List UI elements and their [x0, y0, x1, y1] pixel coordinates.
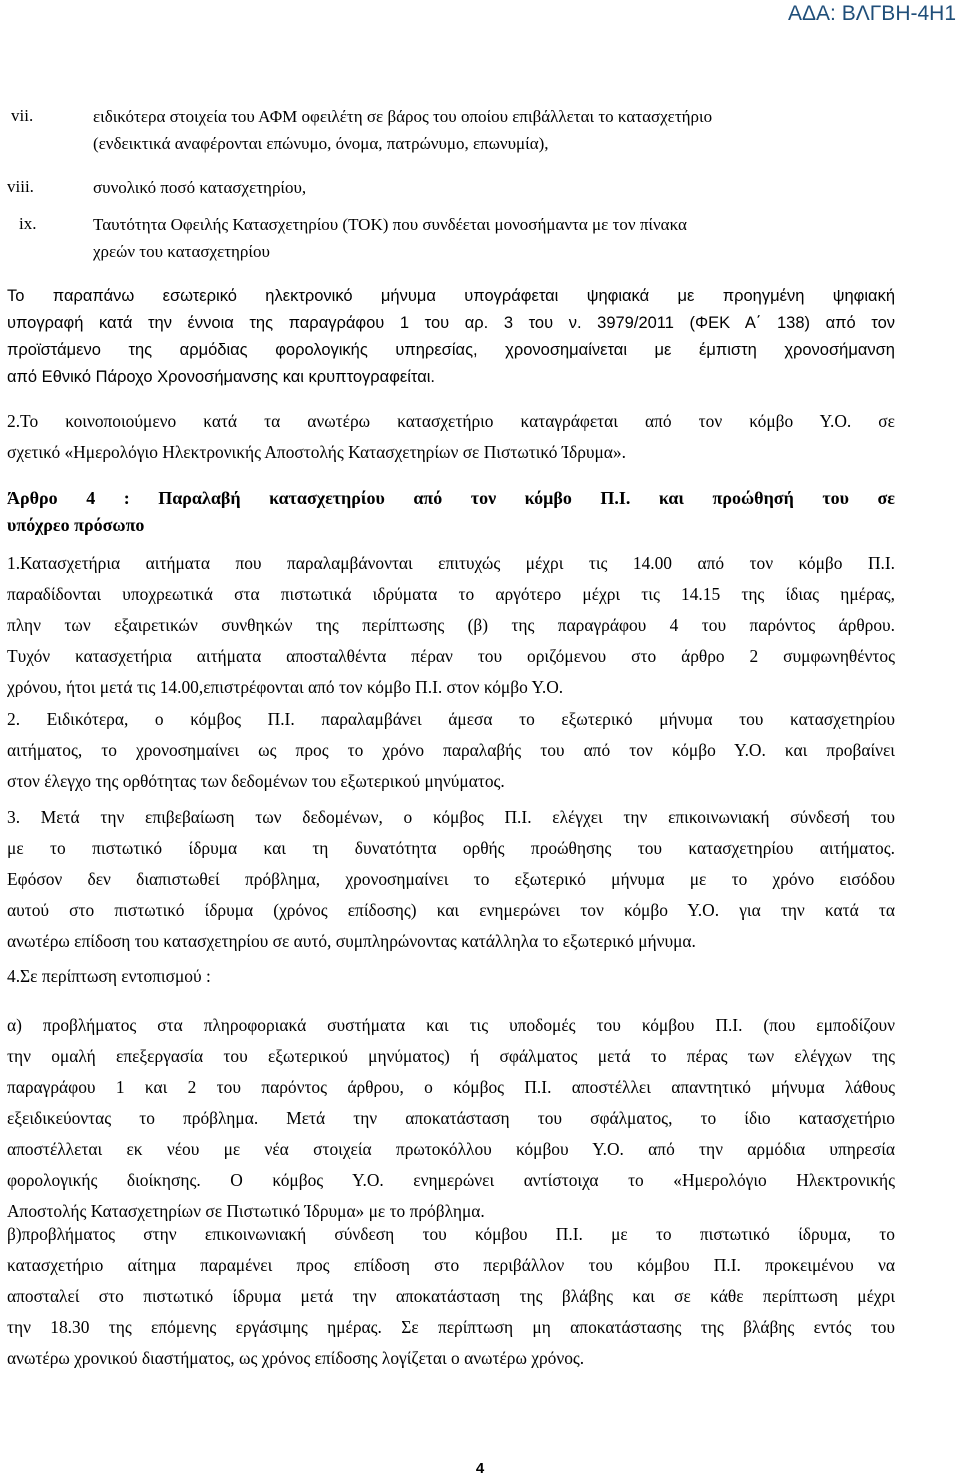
text-line: 2. Ειδικότερα, ο κόμβος Π.Ι. παραλαμβάνει άμεσα το εξωτερικό μήνυμα του κατασχετηρίου	[7, 709, 895, 729]
text-line: αποσταλεί στο πιστωτικό ίδρυμα μετά την αποκατάσταση της βλάβης και σε κάθε περίπτωση μέχρι	[7, 1286, 895, 1306]
text-line: την ομαλή επεξεργασία του εξωτερικού μηνύματος) ή σφάλματος μετά το πέρας των ελέγχων της	[7, 1046, 895, 1066]
text-line: φορολογικής διοίκησης. Ο κόμβος Υ.Ο. ενημερώνει αντίστοιχα το «Ημερολόγιο Ηλεκτρονικής	[7, 1170, 895, 1190]
text-line: Ταυτότητα Οφειλής Κατασχετηρίου (ΤΟΚ) που συνδέεται μονοσήμαντα με τον πίνακα	[93, 215, 687, 234]
text-line: πλην των εξαιρετικών συνθηκών της περίπτωσης (β) της παραγράφου 4 του παρόντος άρθρου.	[7, 615, 895, 635]
text-line: εξειδικεύοντας το πρόβλημα. Μετά την αποκατάσταση του σφάλματος, το ίδιο κατασχετήριο	[7, 1108, 895, 1128]
text-line: αυτού στο πιστωτικό ίδρυμα (χρόνος επίδοσης) και ενημερώνει τον κόμβο Υ.Ο. για την κατά τα	[7, 900, 895, 920]
article-paragraph-4b	[7, 1219, 895, 1374]
article-paragraph-2	[7, 704, 895, 797]
text-line: Το παραπάνω εσωτερικό ηλεκτρονικό μήνυμα υπογράφεται ψηφιακά με προηγμένη ψηφιακή	[7, 287, 895, 305]
text-line: α) προβλήματος στα πληροφοριακά συστήματα και τις υποδομές του κόμβου Π.Ι. (που εμποδίζουν	[7, 1015, 895, 1035]
text-line: 3. Μετά την επιβεβαίωση των δεδομένων, ο κόμβος Π.Ι. ελέγχει την επικοινωνιακή σύνδεσή του	[7, 807, 895, 827]
text-line: ειδικότερα στοιχεία του ΑΦΜ οφειλέτη σε βάρος του οποίου επιβάλλεται το κατασχετήριο	[93, 107, 713, 126]
text-line: σχετικό «Ημερολόγιο Ηλεκτρονικής Αποστολής Κατασχετηρίων σε Πιστωτικό Ίδρυμα».	[7, 442, 626, 462]
text-line: υπογραφή κατά την έννοια της παραγράφου 1 του αρ. 3 του ν. 3979/2011 (ΦΕΚ Α΄ 138) από τον	[7, 314, 895, 332]
text-line: από Εθνικό Πάροχο Χρονοσήμανσης και κρυπτογραφείται.	[7, 368, 436, 386]
article-paragraph-4	[7, 961, 895, 992]
list-item-ix	[93, 211, 903, 265]
text-line: χρεών του κατασχετηρίου	[93, 242, 270, 261]
text-line: συνολικό ποσό κατασχετηρίου,	[93, 178, 307, 197]
text-line: αιτήματος, το χρονοσημαίνει ως προς το χρόνο παραλαβής του από τον κόμβο Υ.Ο. και προβαίνει	[7, 740, 895, 760]
text-line: ανωτέρω χρονικού διαστήματος, ως χρόνος επίδοσης λογίζεται ο ανωτέρω χρόνος.	[7, 1348, 585, 1368]
text-line: παραδίδονται υποχρεωτικά στα πιστωτικά ιδρύματα το αργότερο μέχρι τις 14.15 της ίδιας ημέρας,	[7, 584, 895, 604]
text-line: χρόνου, ήτοι μετά τις 14.00,επιστρέφονται από τον κόμβο Π.Ι. στον κόμβο Υ.Ο.	[7, 677, 564, 697]
page-number: 4	[475, 1460, 485, 1477]
list-item-vii	[93, 103, 903, 157]
text-line: 4.Σε περίπτωση εντοπισμού :	[7, 966, 211, 986]
article-paragraph-3	[7, 802, 895, 957]
article-paragraph-1	[7, 548, 895, 703]
list-item-viii	[93, 174, 903, 201]
list-number-vii: vii.	[11, 106, 34, 125]
paragraph-digital-signature	[7, 283, 895, 391]
text-line: με το πιστωτικό ίδρυμα και τη δυνατότητα ορθής προώθησης του κατασχετηρίου αιτήματος.	[7, 838, 895, 858]
text-line: Τυχόν κατασχετήρια αιτήματα αποσταλθέντα πέραν του οριζόμενου στο άρθρο 2 συμφωνηθέντος	[7, 646, 895, 666]
text-line: Εφόσον δεν διαπιστωθεί πρόβλημα, χρονοσημαίνει το εξωτερικό μήνυμα με το χρόνο εισόδου	[7, 869, 895, 889]
text-line: προϊστάμενο της αρμόδιας φορολογικής υπηρεσίας, χρονοσημαίνεται με έμπιστη χρονοσήμανση	[7, 341, 895, 359]
article-paragraph-4a	[7, 1010, 895, 1227]
paragraph-2	[7, 406, 895, 468]
text-line: Άρθρο 4 : Παραλαβή κατασχετηρίου από τον κόμβο Π.Ι. και προώθησή του σε	[7, 488, 895, 508]
text-line: υπόχρεο πρόσωπο	[7, 515, 145, 535]
text-line: αποστέλλεται εκ νέου με νέα στοιχεία πρωτοκόλλου κόμβου Υ.Ο. από την αρμόδια υπηρεσία	[7, 1139, 895, 1159]
text-line: την 18.30 της επόμενης εργάσιμης ημέρας. Σε περίπτωση μη αποκατάστασης της βλάβης εντός του	[7, 1317, 895, 1337]
text-line: ανωτέρω επίδοση του κατασχετηρίου σε αυτό, συμπληρώνοντας κατάλληλα το εξωτερικό μήνυμα.	[7, 931, 696, 951]
ada-header: ΑΔΑ: ΒΛΓΒΗ-4Η1	[788, 2, 956, 25]
text-line: (ενδεικτικά αναφέρονται επώνυμο, όνομα, πατρώνυμο, επωνυμία),	[93, 134, 549, 153]
text-line: 2.Το κοινοποιούμενο κατά τα ανωτέρω κατασχετήριο καταγράφεται από τον κόμβο Υ.Ο. σε	[7, 411, 895, 431]
text-line: 1.Κατασχετήρια αιτήματα που παραλαμβάνονται επιτυχώς μέχρι τις 14.00 από τον κόμβο Π.Ι.	[7, 553, 895, 573]
list-number-ix: ix.	[19, 214, 37, 233]
text-line: β)προβλήματος στην επικοινωνιακή σύνδεση του κόμβου Π.Ι. με το πιστωτικό ίδρυμα, το	[7, 1224, 895, 1244]
text-line: παραγράφου 1 και 2 του παρόντος άρθρου, ο κόμβος Π.Ι. αποστέλλει απαντητικό μήνυμα λάθους	[7, 1077, 895, 1097]
text-line: κατασχετήριο αίτημα παραμένει προς επίδοση στο περιβάλλον του κόμβου Π.Ι. προκειμένου να	[7, 1255, 895, 1275]
text-line: στον έλεγχο της ορθότητας των δεδομένων του εξωτερικού μηνύματος.	[7, 771, 505, 791]
text-line: Αποστολής Κατασχετηρίων σε Πιστωτικό Ίδρυμα» με το πρόβλημα.	[7, 1201, 485, 1221]
article-heading	[7, 485, 895, 539]
list-number-viii: viii.	[7, 177, 34, 196]
